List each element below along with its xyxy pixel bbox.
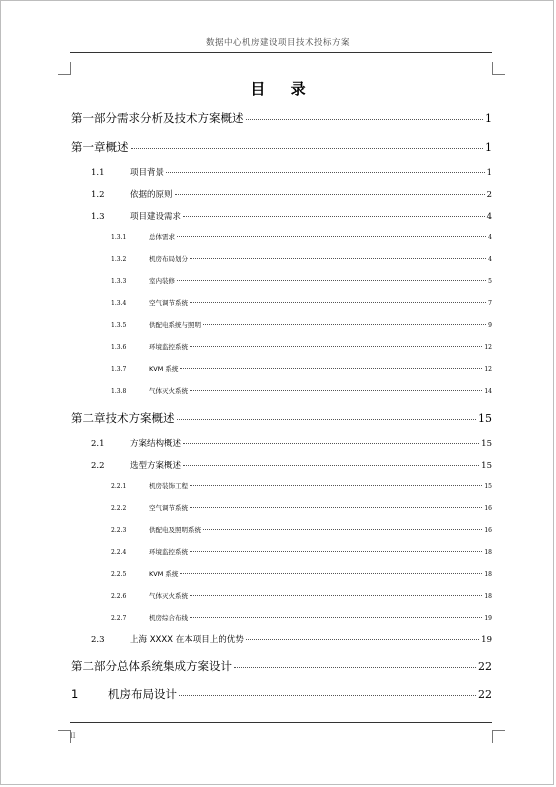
toc-entry-number: 2.2.6 xyxy=(111,593,127,600)
toc-entry-number: 2.3 xyxy=(91,635,105,645)
toc-entry[interactable] xyxy=(111,254,492,263)
toc-entry-page: 1 xyxy=(485,112,492,125)
toc-title: 目 录 xyxy=(250,80,316,98)
toc-entry-number: 2.2.2 xyxy=(111,505,127,512)
toc-entry-page: 7 xyxy=(488,300,492,307)
toc-dot-leader xyxy=(190,507,482,508)
toc-dot-leader xyxy=(234,667,476,668)
toc-dot-leader xyxy=(190,551,482,552)
toc-dot-leader xyxy=(183,443,479,444)
toc-entry-number: 1.3.5 xyxy=(111,322,127,329)
toc-dot-leader xyxy=(190,485,482,486)
toc-entry-title: 环境监控系统 xyxy=(149,343,188,351)
toc-entry-title: 空气调节系统 xyxy=(149,299,188,307)
toc-entry-title: 第一章概述 xyxy=(71,140,129,154)
toc-entry[interactable] xyxy=(111,481,492,490)
toc-entry-page: 19 xyxy=(481,635,492,645)
toc-dot-leader xyxy=(177,236,486,237)
toc-entry-title: 室内装修 xyxy=(149,277,175,285)
toc-entry[interactable] xyxy=(111,569,492,578)
toc-dot-leader xyxy=(183,216,485,217)
toc-dot-leader xyxy=(179,695,476,696)
toc-entry-title: 项目建设需求 xyxy=(130,212,182,222)
toc-entry[interactable] xyxy=(111,320,492,329)
toc-dot-leader xyxy=(190,390,482,391)
toc-entry-number: 1.3.3 xyxy=(111,278,127,285)
toc-entry-title: 机房装饰工程 xyxy=(149,482,188,490)
toc-entry-title: 上海 XXXX 在本项目上的优势 xyxy=(130,635,244,645)
toc-entry-number: 1.3.4 xyxy=(111,300,127,307)
toc-entry-number: 1.3.6 xyxy=(111,344,127,351)
toc-entry-page: 14 xyxy=(484,388,492,395)
toc-entry-page: 15 xyxy=(481,439,492,449)
toc-entry[interactable] xyxy=(111,547,492,556)
toc-dot-leader xyxy=(166,172,485,173)
toc-dot-leader xyxy=(183,465,479,466)
toc-entry-title: KVM 系统 xyxy=(149,570,179,578)
toc-entry[interactable] xyxy=(91,188,492,200)
toc-entry-page: 1 xyxy=(486,168,492,178)
toc-entry-number: 2.2.4 xyxy=(111,549,127,556)
toc-entry-page: 18 xyxy=(484,593,492,600)
toc-entry-page: 12 xyxy=(484,344,492,351)
toc-entry-page: 5 xyxy=(488,278,492,285)
toc-dot-leader xyxy=(180,368,482,369)
toc-entry-title: 项目背景 xyxy=(130,168,165,178)
toc-entry-number: 2.2 xyxy=(91,461,105,471)
toc-entry[interactable] xyxy=(91,437,492,449)
toc-entry-title: 第二部分总体系统集成方案设计 xyxy=(71,659,232,673)
toc-entry-title: 供配电系统与照明 xyxy=(149,321,201,329)
toc-dot-leader xyxy=(246,639,479,640)
crop-mark-bottom-right xyxy=(492,730,505,743)
toc-entry[interactable] xyxy=(111,276,492,285)
toc-entry-number: 2.2.5 xyxy=(111,571,127,578)
toc-entry-title: 供配电及照明系统 xyxy=(149,526,201,534)
toc-entry-page: 18 xyxy=(484,549,492,556)
toc-entry[interactable] xyxy=(71,110,492,126)
toc-dot-leader xyxy=(190,302,486,303)
toc-entry-title: 总体需求 xyxy=(149,233,175,241)
toc-dot-leader xyxy=(190,346,482,347)
toc-entry-page: 15 xyxy=(481,461,492,471)
toc-entry-page: 19 xyxy=(484,615,492,622)
toc-entry[interactable] xyxy=(111,342,492,351)
toc-entry-title: 方案结构概述 xyxy=(130,439,182,449)
toc-entry-number: 2.2.1 xyxy=(111,483,127,490)
toc-entry[interactable] xyxy=(91,210,492,222)
toc-dot-leader xyxy=(175,194,485,195)
toc-entry-page: 15 xyxy=(484,483,492,490)
toc-entry-number: 1.3.8 xyxy=(111,388,127,395)
page-header: 数据中心机房建设项目技术投标方案 xyxy=(205,38,350,48)
toc-entry-page: 4 xyxy=(488,234,492,241)
toc-entry-page: 4 xyxy=(486,212,492,222)
toc-entry-page: 18 xyxy=(484,571,492,578)
toc-entry[interactable] xyxy=(91,166,492,178)
toc-entry[interactable] xyxy=(111,503,492,512)
toc-entry-number: 1 xyxy=(71,687,79,701)
toc-entry-title: 机房布局划分 xyxy=(149,255,188,263)
toc-entry-title: 气体灭火系统 xyxy=(149,387,188,395)
toc-dot-leader xyxy=(180,573,482,574)
toc-entry-title: KVM 系统 xyxy=(149,365,179,373)
toc-entry-page: 2 xyxy=(486,190,492,200)
toc-entry[interactable] xyxy=(111,613,492,622)
toc-dot-leader xyxy=(177,419,477,420)
toc-entry[interactable] xyxy=(71,686,492,702)
toc-dot-leader xyxy=(190,617,482,618)
toc-entry[interactable] xyxy=(111,386,492,395)
toc-entry[interactable] xyxy=(91,459,492,471)
toc-dot-leader xyxy=(190,595,482,596)
toc-entry-title: 机房布局设计 xyxy=(108,687,177,701)
toc-entry-title: 依据的原则 xyxy=(130,190,173,200)
toc-entry-title: 第一部分需求分析及技术方案概述 xyxy=(71,111,244,125)
toc-dot-leader xyxy=(131,148,484,149)
toc-entry-number: 2.2.7 xyxy=(111,615,127,622)
toc-dot-leader xyxy=(203,529,482,530)
toc-entry[interactable] xyxy=(111,525,492,534)
toc-entry[interactable] xyxy=(71,139,492,155)
toc-entry-page: 1 xyxy=(485,141,492,154)
toc-entry-page: 22 xyxy=(478,660,492,673)
toc-entry-page: 9 xyxy=(488,322,492,329)
toc-entry-number: 2.1 xyxy=(91,439,105,449)
crop-mark-top-left xyxy=(58,62,71,75)
toc-entry[interactable] xyxy=(91,633,492,645)
toc-entry-title: 空气调节系统 xyxy=(149,504,188,512)
toc-entry-number: 1.3.2 xyxy=(111,256,127,263)
header-rule xyxy=(70,52,492,53)
toc-dot-leader xyxy=(246,119,484,120)
crop-mark-top-right xyxy=(492,62,505,75)
toc-entry-page: 15 xyxy=(478,412,492,425)
toc-entry[interactable] xyxy=(71,410,492,426)
toc-entry-title: 环境监控系统 xyxy=(149,548,188,556)
toc-entry-page: 4 xyxy=(488,256,492,263)
toc-entry-number: 1.3.7 xyxy=(111,366,127,373)
toc-entry-page: 16 xyxy=(484,505,492,512)
toc-dot-leader xyxy=(203,324,486,325)
toc-entry[interactable] xyxy=(71,658,492,674)
toc-entry-title: 选型方案概述 xyxy=(130,461,182,471)
toc-entry[interactable] xyxy=(111,364,492,373)
toc-entry-page: 16 xyxy=(484,527,492,534)
footer-rule xyxy=(70,722,492,723)
toc-entry-title: 气体灭火系统 xyxy=(149,592,188,600)
toc-dot-leader xyxy=(177,280,486,281)
toc-entry-number: 1.2 xyxy=(91,190,105,200)
toc-entry-number: 1.3 xyxy=(91,212,105,222)
toc-entry-number: 1.3.1 xyxy=(111,234,127,241)
toc-entry-page: 22 xyxy=(478,688,492,701)
toc-entry[interactable] xyxy=(111,591,492,600)
toc-entry[interactable] xyxy=(111,232,492,241)
toc-entry-number: 2.2.3 xyxy=(111,527,127,534)
toc-entry-title: 第二章技术方案概述 xyxy=(71,411,175,425)
toc-entry[interactable] xyxy=(111,298,492,307)
page-number: II xyxy=(70,732,76,740)
toc-entry-number: 1.1 xyxy=(91,168,105,178)
toc-dot-leader xyxy=(190,258,486,259)
toc-entry-page: 12 xyxy=(484,366,492,373)
toc-entry-title: 机房综合布线 xyxy=(149,614,188,622)
